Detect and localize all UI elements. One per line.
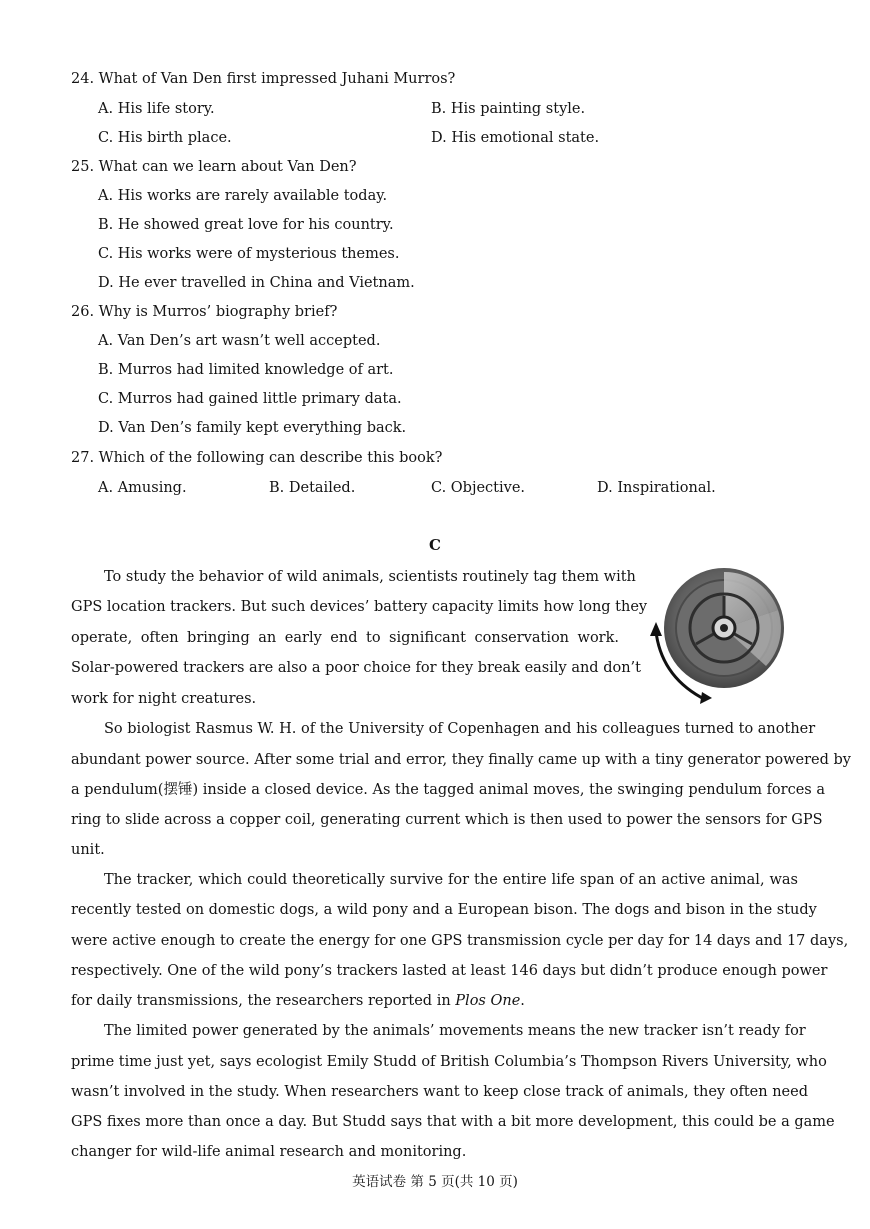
question-27-stem: 27. Which of the following can describe this book? <box>71 450 443 466</box>
paragraph-2-line-4: ring to slide across a copper coil, generating current which is then used to power the sensors for GPS <box>71 812 823 828</box>
question-26-stem: 26. Why is Murros’ biography brief? <box>71 304 338 320</box>
question-26-option-c: C. Murros had gained little primary data. <box>98 391 402 407</box>
paragraph-2-line-5: unit. <box>71 842 105 858</box>
question-27-option-c: C. Objective. <box>431 480 526 496</box>
question-26-option-b: B. Murros had limited knowledge of art. <box>98 362 394 378</box>
section-heading: C <box>429 536 441 554</box>
paragraph-4-line-2: prime time just yet, says ecologist Emily Studd of British Columbia’s Thompson Rivers University, who <box>71 1054 827 1070</box>
question-24-option-d: D. His emotional state. <box>431 130 600 146</box>
paragraph-1-line-5: work for night creatures. <box>71 691 257 707</box>
question-25-option-d: D. He ever travelled in China and Vietnam. <box>98 275 415 291</box>
paragraph-2-line-3: a pendulum(摆锤) inside a closed device. As the tagged animal moves, the swinging pendulum forces a <box>71 782 825 798</box>
paragraph-1-line-1: To study the behavior of wild animals, scientists routinely tag them with <box>104 569 636 585</box>
paragraph-4-line-3: wasn’t involved in the study. When researchers want to keep close track of animals, they often need <box>71 1084 808 1100</box>
question-25-option-a: A. His works are rarely available today. <box>98 188 388 204</box>
question-26-option-d: D. Van Den’s family kept everything back. <box>98 420 407 436</box>
question-26-option-a: A. Van Den’s art wasn’t well accepted. <box>98 333 381 349</box>
paragraph-3-line-4: respectively. One of the wild pony’s trackers lasted at least 146 days but didn’t produce enough power <box>71 963 828 979</box>
question-27-option-a: A. Amusing. <box>98 480 187 496</box>
question-25-option-b: B. He showed great love for his country. <box>98 217 394 233</box>
paragraph-1-line-2: GPS location trackers. But such devices’ battery capacity limits how long they <box>71 599 648 615</box>
paragraph-1-line-3: operate, often bringing an early end to significant conservation work. <box>71 630 619 646</box>
question-24-stem: 24. What of Van Den first impressed Juhani Murros? <box>71 71 456 87</box>
journal-name: Plos One <box>455 993 521 1009</box>
paragraph-4-line-1: The limited power generated by the animals’ movements means the new tracker isn’t ready for <box>104 1023 806 1039</box>
paragraph-2-line-1: So biologist Rasmus W. H. of the University of Copenhagen and his colleagues turned to another <box>104 721 816 737</box>
paragraph-3-line-3: were active enough to create the energy for one GPS transmission cycle per day for 14 days and 17 days, <box>71 933 849 949</box>
question-25-option-c: C. His works were of mysterious themes. <box>98 246 400 262</box>
paragraph-3-line-5 <box>71 992 525 1010</box>
paragraph-4-line-4: GPS fixes more than once a day. But Studd says that with a bit more development, this could be a game <box>71 1114 835 1130</box>
question-24-option-a: A. His life story. <box>98 101 215 117</box>
paragraph-4-line-5: changer for wild-life animal research and monitoring. <box>71 1144 467 1160</box>
question-25-stem: 25. What can we learn about Van Den? <box>71 159 357 175</box>
paragraph-3-line-5-end: . <box>520 993 525 1009</box>
question-27-option-d: D. Inspirational. <box>597 480 716 496</box>
page-footer: 英语试卷 第 5 页(共 10 页) <box>352 1174 518 1190</box>
question-24-option-c: C. His birth place. <box>98 130 232 146</box>
question-24-option-b: B. His painting style. <box>431 101 586 117</box>
paragraph-3-line-1: The tracker, which could theoretically survive for the entire life span of an active animal, was <box>104 872 798 888</box>
question-27-option-b: B. Detailed. <box>269 480 356 496</box>
paragraph-1-line-4: Solar-powered trackers are also a poor choice for they break easily and don’t <box>71 660 641 676</box>
paragraph-2-line-2: abundant power source. After some trial and error, they finally came up with a tiny generator powered by <box>71 752 851 768</box>
pendulum-tracker-image <box>636 566 802 706</box>
paragraph-3-line-5-text: for daily transmissions, the researchers reported in <box>71 993 456 1009</box>
paragraph-3-line-2: recently tested on domestic dogs, a wild pony and a European bison. The dogs and bison in the study <box>71 902 817 918</box>
